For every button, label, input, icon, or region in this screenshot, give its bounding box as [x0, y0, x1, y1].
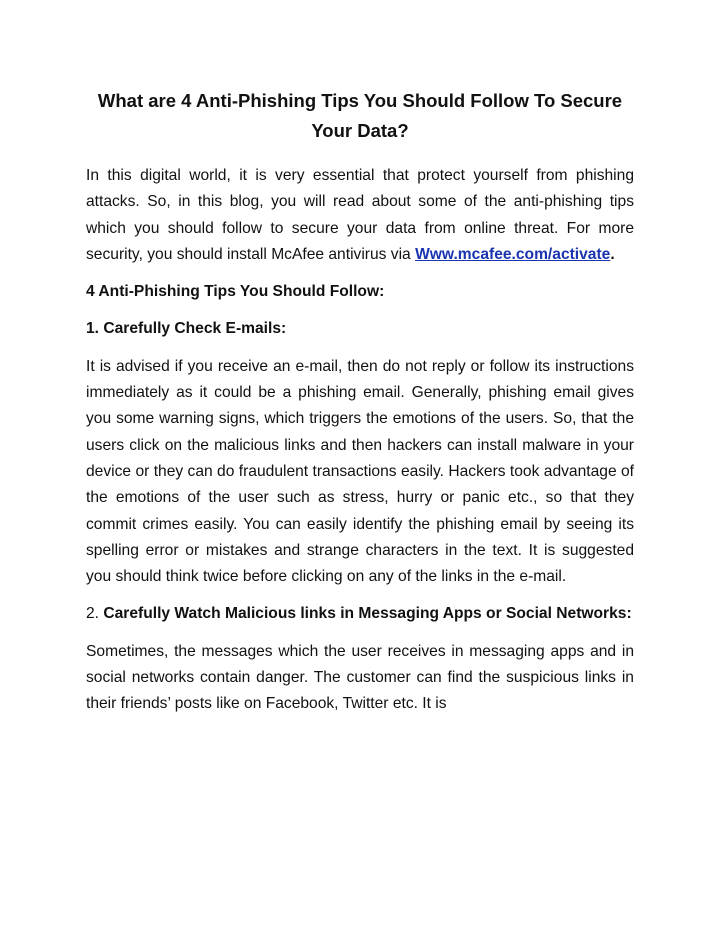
intro-text: In this digital world, it is very essential that protect yourself from phishing attacks. So, in this blog, you will read about some of the anti-phishing tips which you should follow to secure your data from online threat. For more security, you should install McAfee antivirus via	[86, 167, 634, 263]
section-heading: 4 Anti-Phishing Tips You Should Follow:	[86, 283, 385, 301]
intro-trailing-period: .	[610, 245, 615, 263]
document-title: What are 4 Anti-Phishing Tips You Should Follow To Secure Your Data?	[97, 90, 623, 141]
tip2-body: Sometimes, the messages which the user receives in messaging apps and in social networks contain danger. The customer can find the suspicious links in their friends’ posts like on Facebook, Twitter etc. It is	[86, 642, 634, 713]
document-page	[86, 86, 634, 729]
intro-paragraph	[86, 163, 634, 268]
tip2-heading	[86, 601, 634, 627]
tip1-body: It is advised if you receive an e-mail, then do not reply or follow its instructions immediately as it could be a phishing email. Generally, phishing email gives you some warning signs, which triggers the emotions of the users. So, that the users click on the malicious links and then hackers can install malware in your device or they can do fraudulent transactions easily. Hackers took advantage of the emotions of the user such as stress, hurry or panic etc., so that they commit crimes easily. You can easily identify the phishing email by seeing its spelling error or mistakes and strange characters in the text. It is suggested you should think twice before clicking on any of the links in the e-mail.	[86, 357, 634, 586]
mcafee-activate-link[interactable]: Www.mcafee.com/activate	[415, 245, 611, 263]
tip1-heading: 1. Carefully Check E-mails:	[86, 320, 287, 338]
tip2-heading-text: Carefully Watch Malicious links in Messaging Apps or Social Networks:	[103, 605, 632, 623]
tip2-number: 2.	[86, 605, 100, 623]
